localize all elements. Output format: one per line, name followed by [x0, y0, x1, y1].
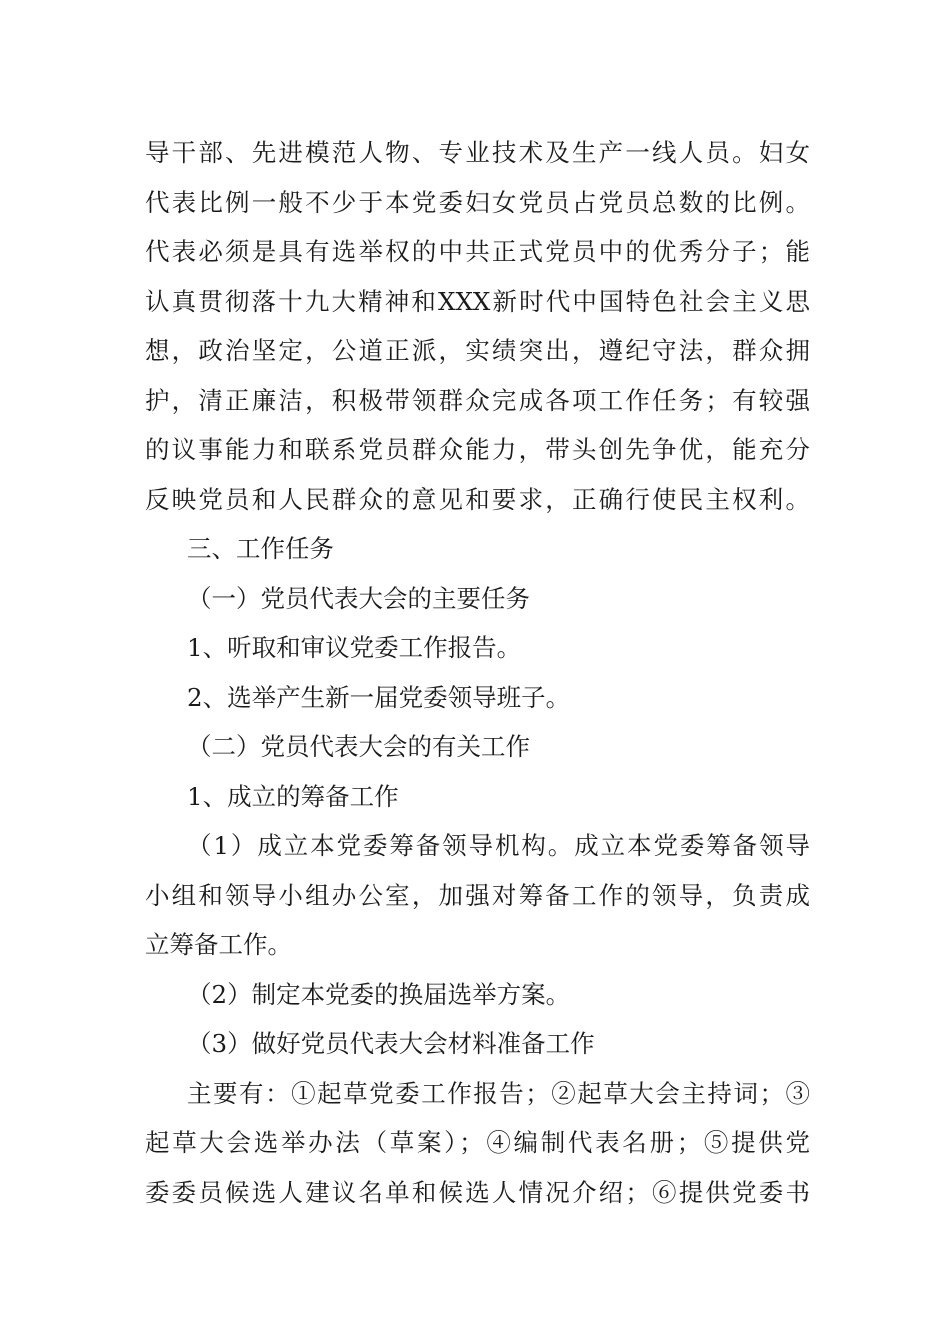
- paragraph-line: 护，清正廉洁，积极带领群众完成各项工作任务；有较强: [145, 386, 810, 415]
- paragraph-line: 的议事能力和联系党员群众能力，带头创先争优，能充分: [145, 435, 810, 464]
- subsection-heading: （二）党员代表大会的有关工作: [187, 732, 530, 761]
- paragraph-line: 小组和领导小组办公室，加强对筹备工作的领导，负责成: [145, 881, 810, 910]
- paragraph-line: （1）成立本党委筹备领导机构。成立本党委筹备领导: [187, 831, 810, 860]
- section-heading: 三、工作任务: [187, 534, 334, 563]
- paragraph-line: 委委员候选人建议名单和候选人情况介绍；⑥提供党委书: [145, 1178, 810, 1207]
- paragraph-line: 代表比例一般不少于本党委妇女党员占党员总数的比例。: [145, 188, 810, 217]
- list-item: （2）制定本党委的换届选举方案。: [187, 980, 571, 1009]
- paragraph-line: 认真贯彻落十九大精神和XXX新时代中国特色社会主义思: [145, 287, 810, 316]
- paragraph-line: 立筹备工作。: [145, 930, 292, 959]
- list-item: 2、选举产生新一届党委领导班子。: [187, 683, 571, 712]
- list-item: 1、成立的筹备工作: [187, 782, 399, 811]
- paragraph-line: 反映党员和人民群众的意见和要求，正确行使民主权利。: [145, 485, 810, 514]
- list-item: 1、听取和审议党委工作报告。: [187, 633, 522, 662]
- paragraph-line: 起草大会选举办法（草案）；④编制代表名册；⑤提供党: [145, 1128, 810, 1157]
- paragraph-line: 代表必须是具有选举权的中共正式党员中的优秀分子；能: [145, 237, 810, 266]
- subsection-heading: （一）党员代表大会的主要任务: [187, 584, 530, 613]
- paragraph-line: 想，政治坚定，公道正派，实绩突出，遵纪守法，群众拥: [145, 336, 810, 365]
- list-item: （3）做好党员代表大会材料准备工作: [187, 1029, 595, 1058]
- paragraph-line: 主要有：①起草党委工作报告；②起草大会主持词；③: [187, 1079, 810, 1108]
- paragraph-line: 导干部、先进模范人物、专业技术及生产一线人员。妇女: [145, 138, 810, 167]
